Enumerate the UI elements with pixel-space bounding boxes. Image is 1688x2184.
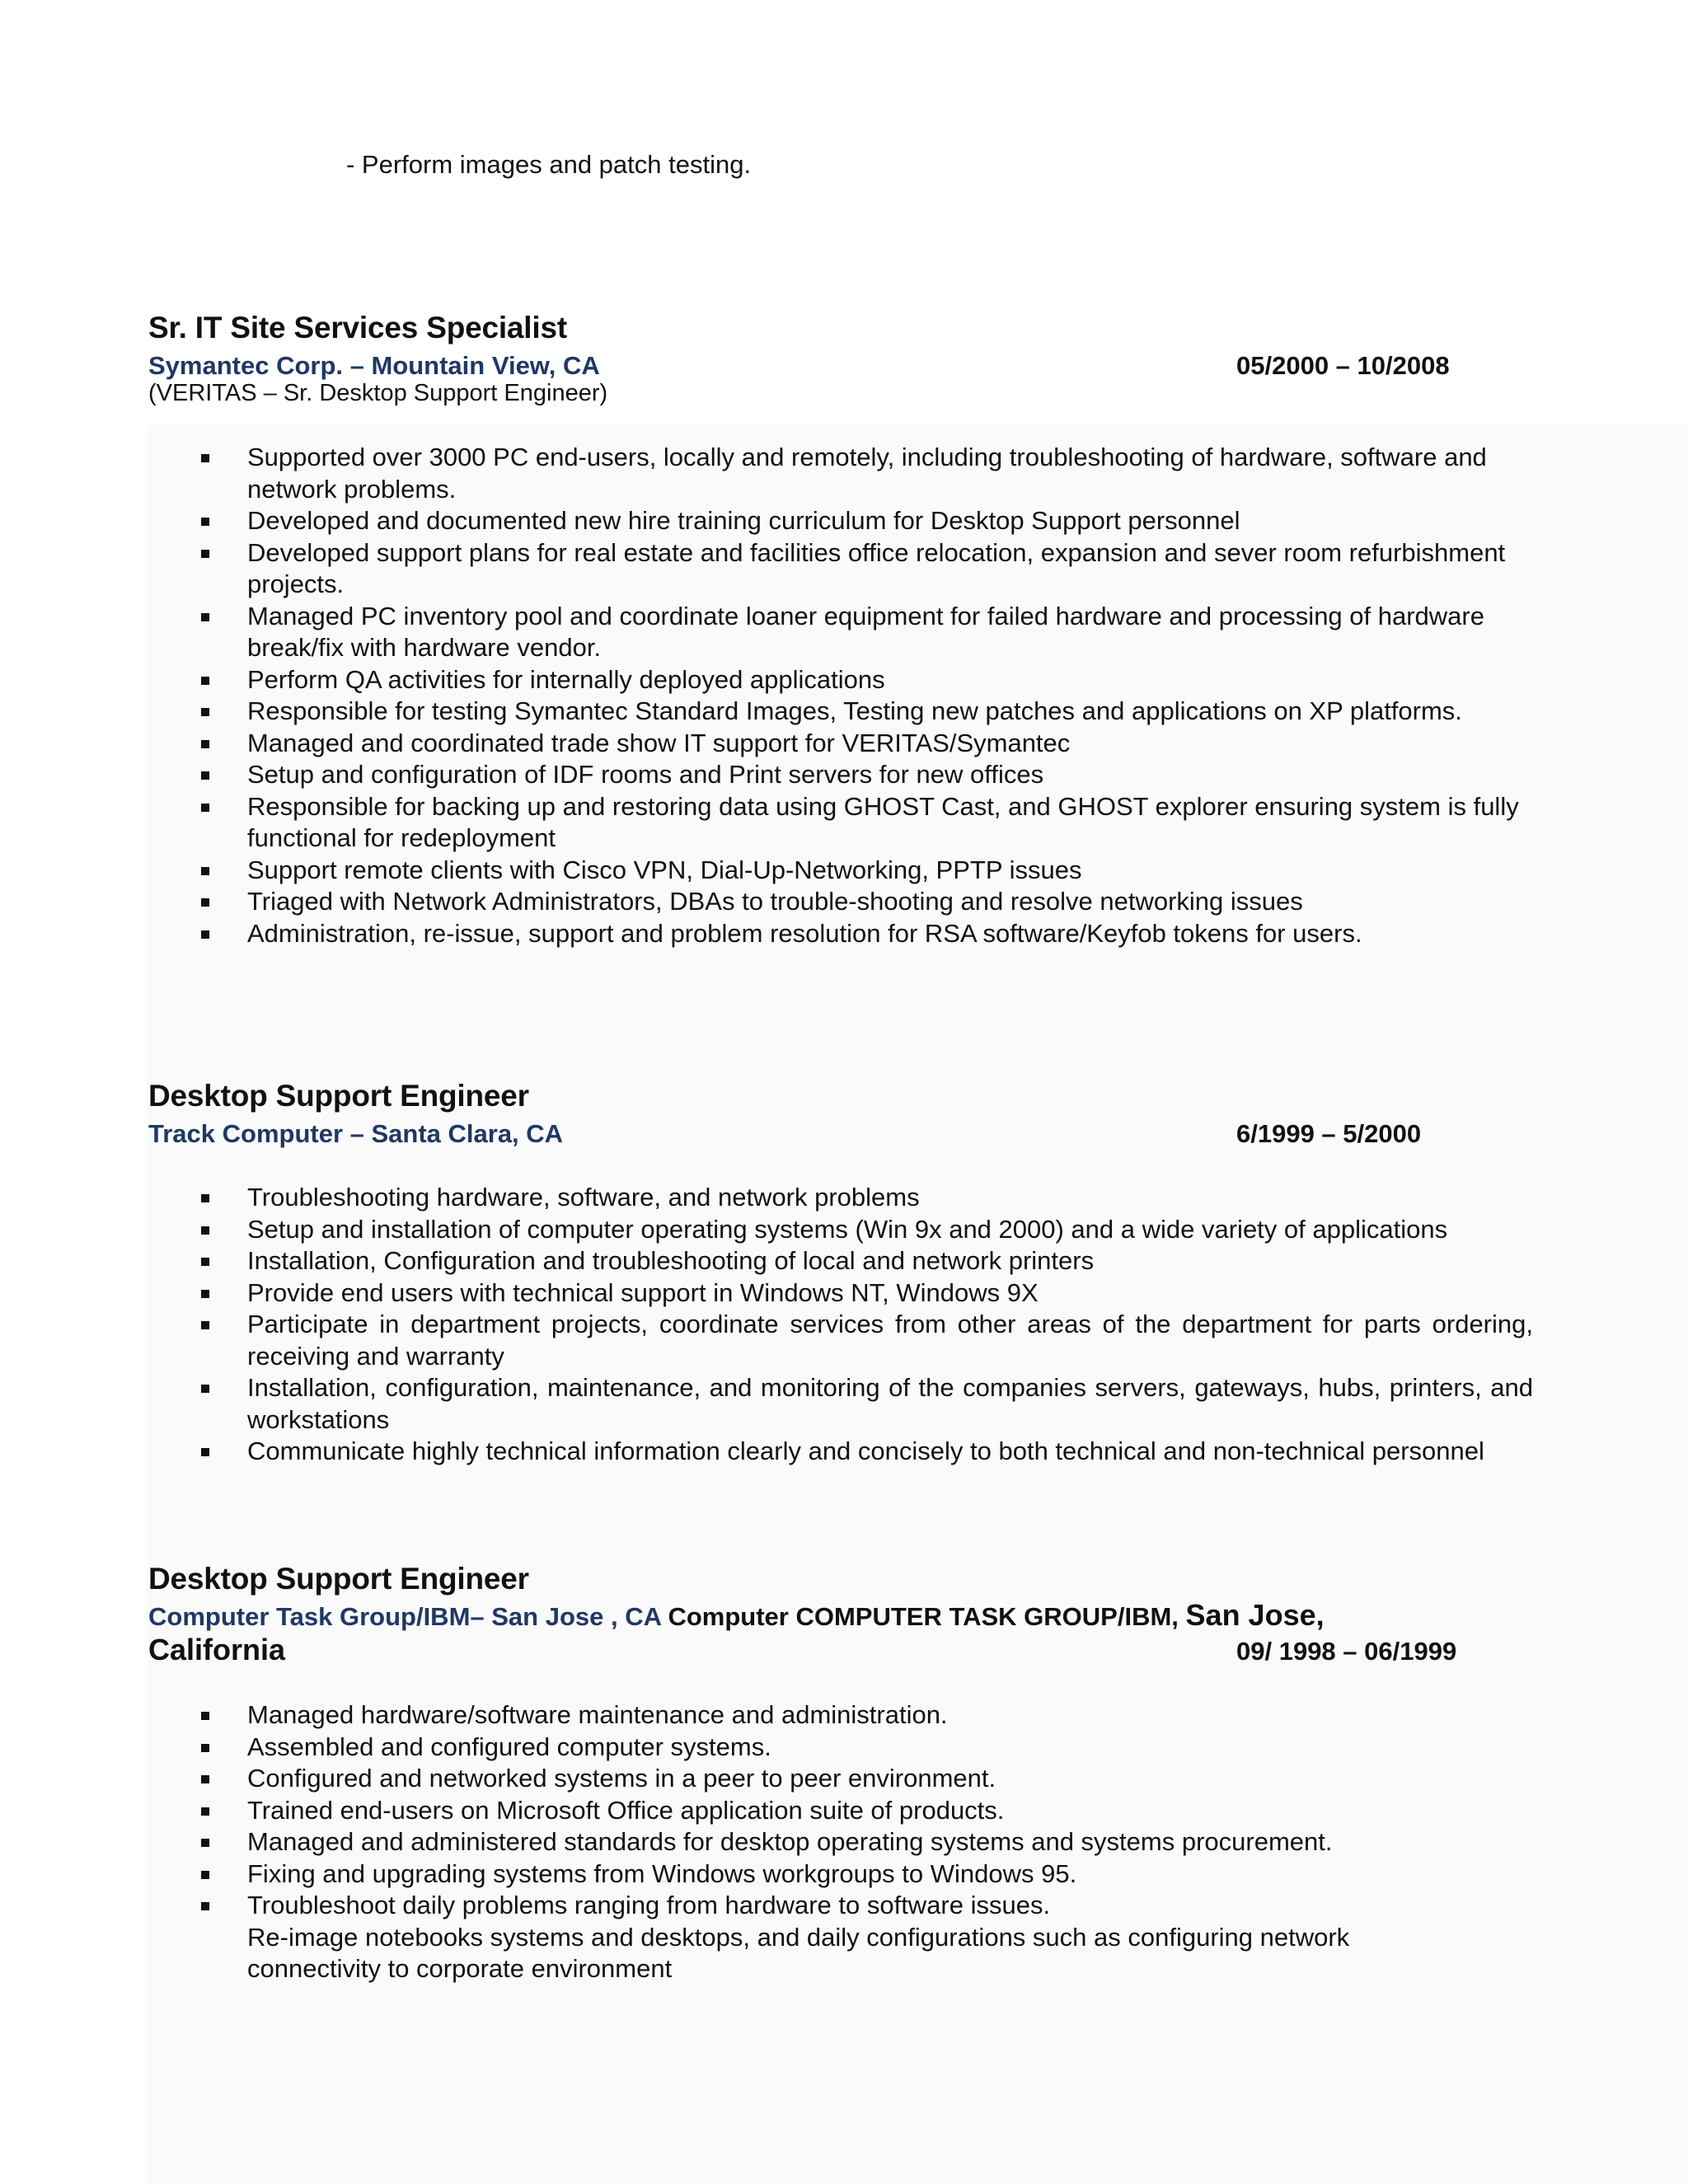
list-item: Troubleshoot daily problems ranging from hardware to software issues.: [247, 1890, 1533, 1922]
company-state: California: [148, 1633, 286, 1666]
bullet-icon: [201, 1871, 209, 1879]
bullet-icon: [201, 1226, 209, 1235]
list-item: Perform QA activities for internally deployed applications: [247, 664, 1533, 696]
list-item: Triaged with Network Administrators, DBAs to trouble-shooting and resolve networking issues: [247, 886, 1533, 918]
list-item: Provide end users with technical support in Windows NT, Windows 9X: [247, 1277, 1533, 1310]
list-item: Installation, configuration, maintenance, and monitoring of the companies servers, gateways, hubs, printers, and workstations: [247, 1372, 1533, 1436]
list-item: Supported over 3000 PC end-users, locally and remotely, including troubleshooting of hardware, software and network problems.: [247, 442, 1533, 505]
bullet-icon: [201, 1839, 209, 1847]
bullet-icon: [201, 613, 209, 621]
bullet-icon: [201, 1258, 209, 1266]
responsibility-list: [247, 1182, 1533, 1468]
company-city: San Jose,: [1185, 1598, 1325, 1632]
job-subtitle: (VERITAS – Sr. Desktop Support Engineer): [148, 380, 608, 406]
bullet-icon: [201, 1744, 209, 1752]
list-item: Configured and networked systems in a peer to peer environment.: [247, 1763, 1533, 1795]
bullet-icon: [201, 1385, 209, 1393]
bullet-icon: [201, 518, 209, 526]
list-item: Administration, re-issue, support and problem resolution for RSA software/Keyfob tokens for users.: [247, 918, 1533, 950]
company-location: [148, 1599, 1325, 1633]
bullet-icon: [201, 804, 209, 812]
bullet-icon: [201, 677, 209, 685]
bullet-icon: [201, 867, 209, 875]
employment-dates: 6/1999 – 5/2000: [1236, 1119, 1422, 1148]
bullet-icon: [201, 1902, 209, 1910]
responsibility-list: [247, 442, 1533, 949]
list-item: Responsible for testing Symantec Standard Images, Testing new patches and applications on XP platforms.: [247, 696, 1533, 728]
list-item: Developed support plans for real estate and facilities office relocation, expansion and sever room refurbishment projects.: [247, 537, 1533, 601]
bullet-icon: [201, 1290, 209, 1298]
list-item: Managed hardware/software maintenance and administration.: [247, 1699, 1533, 1732]
list-item: Managed PC inventory pool and coordinate loaner equipment for failed hardware and processing of hardware break/fix with hardware vendor.: [247, 601, 1533, 664]
job-title: Sr. IT Site Services Specialist: [148, 311, 567, 344]
list-item: Managed and coordinated trade show IT support for VERITAS/Symantec: [247, 728, 1533, 760]
list-item: Setup and configuration of IDF rooms and Print servers for new offices: [247, 759, 1533, 791]
list-item: Troubleshooting hardware, software, and network problems: [247, 1182, 1533, 1214]
list-item: Responsible for backing up and restoring data using GHOST Cast, and GHOST explorer ensuring system is fully functional for redeployment: [247, 791, 1533, 855]
job-title: Desktop Support Engineer: [148, 1079, 529, 1113]
list-item: Participate in department projects, coordinate services from other areas of the department for parts ordering, receiving and warranty: [247, 1309, 1533, 1372]
bullet-icon: [201, 1194, 209, 1202]
list-item: Fixing and upgrading systems from Windows workgroups to Windows 95.: [247, 1858, 1533, 1891]
responsibility-list: [247, 1699, 1533, 1922]
list-item: Assembled and configured computer systems.: [247, 1732, 1533, 1764]
bullet-icon: [201, 930, 209, 939]
list-item: Trained end-users on Microsoft Office application suite of products.: [247, 1795, 1533, 1827]
company-name-extra: Computer COMPUTER TASK GROUP/IBM,: [668, 1602, 1179, 1631]
continuation-line: Re-image notebooks systems and desktops, and daily configurations such as configuring network: [247, 1923, 1350, 1952]
company-name: Computer Task Group/IBM– San Jose , CA: [148, 1602, 661, 1631]
company-location: Symantec Corp. – Mountain View, CA: [148, 351, 600, 380]
bullet-icon: [201, 771, 209, 780]
bullet-icon: [201, 550, 209, 558]
bullet-icon: [201, 1448, 209, 1456]
list-item: Support remote clients with Cisco VPN, Dial-Up-Networking, PPTP issues: [247, 855, 1533, 887]
bullet-icon: [201, 898, 209, 907]
top-bullet-line: - Perform images and patch testing.: [346, 150, 752, 179]
bullet-icon: [201, 1807, 209, 1816]
job-title: Desktop Support Engineer: [148, 1562, 529, 1596]
bullet-icon: [201, 1321, 209, 1329]
list-item: Developed and documented new hire training curriculum for Desktop Support personnel: [247, 505, 1533, 537]
list-item: Setup and installation of computer operating systems (Win 9x and 2000) and a wide variety of applications: [247, 1214, 1533, 1246]
bullet-icon: [201, 1775, 209, 1783]
list-item: Managed and administered standards for desktop operating systems and systems procurement.: [247, 1826, 1533, 1858]
continuation-line: connectivity to corporate environment: [247, 1954, 673, 1983]
bullet-icon: [201, 708, 209, 716]
employment-dates: 05/2000 – 10/2008: [1236, 351, 1450, 380]
company-location: Track Computer – Santa Clara, CA: [148, 1119, 564, 1148]
bullet-icon: [201, 740, 209, 748]
list-item: Communicate highly technical information clearly and concisely to both technical and non-technical personnel: [247, 1436, 1533, 1468]
bullet-icon: [201, 454, 209, 462]
bullet-icon: [201, 1712, 209, 1720]
employment-dates: 09/ 1998 – 06/1999: [1236, 1637, 1457, 1666]
list-item: Installation, Configuration and troubleshooting of local and network printers: [247, 1245, 1533, 1277]
